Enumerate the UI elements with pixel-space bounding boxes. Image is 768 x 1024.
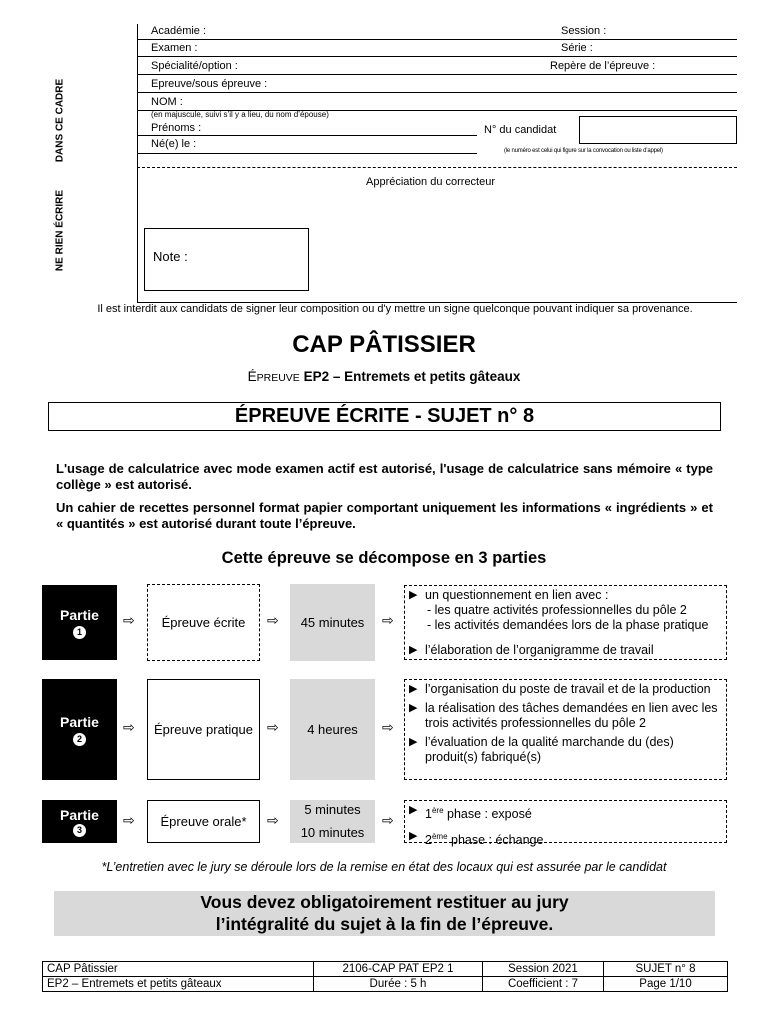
rule xyxy=(137,153,477,154)
arrow-icon: ⇨ xyxy=(267,812,279,828)
part-2-details xyxy=(404,679,727,780)
arrow-icon: ⇨ xyxy=(123,812,135,828)
detail-item xyxy=(409,701,722,731)
appreciation-label: Appréciation du correcteur xyxy=(366,176,496,188)
part-2-duration: 4 heures xyxy=(307,722,358,737)
part-1-number: 1 xyxy=(73,626,86,639)
part-2-name-box xyxy=(147,679,260,780)
detail-item xyxy=(409,588,722,603)
detail-text: 2ème phase : échange xyxy=(425,832,544,848)
detail-text: l’organisation du poste de travail et de la production xyxy=(425,682,711,696)
academie-label: Académie : xyxy=(151,25,207,37)
serie-label: Série : xyxy=(561,42,593,54)
detail-sub-item: - les quatre activités professionnelles du pôle 2 xyxy=(427,603,687,617)
part-1-duration-box xyxy=(290,584,375,661)
footer-cell: 2106-CAP PAT EP2 1 xyxy=(314,962,483,977)
part-3-name-box xyxy=(147,800,260,843)
part-1-badge xyxy=(42,585,117,660)
detail-item xyxy=(409,682,722,697)
part-1-details xyxy=(404,585,727,660)
footer-row xyxy=(43,977,728,992)
part-3-duration-2: 10 minutes xyxy=(300,825,365,840)
footer-cell: CAP Pâtissier xyxy=(43,962,314,977)
repere-label: Repère de l’épreuve : xyxy=(550,60,656,72)
subtitle-prefix-first: É xyxy=(247,369,257,384)
note-label: Note : xyxy=(153,249,188,264)
exam-title-box xyxy=(48,402,721,431)
detail-text: l’évaluation de la qualité marchande du (des) produit(s) fabriqué(s) xyxy=(425,735,674,764)
footer-table xyxy=(42,961,728,992)
detail-item xyxy=(409,803,722,822)
examen-label: Examen : xyxy=(151,42,198,54)
footer-cell: Durée : 5 h xyxy=(314,977,483,992)
restitution-banner xyxy=(54,891,715,936)
footer-cell: Session 2021 xyxy=(483,962,604,977)
part-3-details xyxy=(404,800,727,848)
part-1-name-box xyxy=(147,584,260,661)
vertical-label-bottom: NE RIEN ÉCRIRE xyxy=(54,189,66,272)
rule xyxy=(137,56,737,57)
bullet-icon: ▶ xyxy=(409,683,418,695)
rule xyxy=(137,74,737,75)
restitution-line-2: l’intégralité du sujet à la fin de l’épreuve. xyxy=(215,914,554,934)
arrow-icon: ⇨ xyxy=(382,719,394,735)
part-3-badge xyxy=(42,800,117,843)
subtitle-prefix-rest: PREUVE xyxy=(256,372,300,384)
nom-label: NOM : xyxy=(151,96,183,108)
detail-text: l’élaboration de l’organigramme de travail xyxy=(425,643,654,657)
frame-left-border xyxy=(137,24,138,302)
detail-item xyxy=(409,735,722,765)
bullet-icon: ▶ xyxy=(409,589,418,601)
bullet-icon: ▶ xyxy=(409,804,418,816)
ne-le-label: Né(e) le : xyxy=(151,138,197,150)
vertical-label-top: DANS CE CADRE xyxy=(54,78,66,163)
dashed-separator xyxy=(137,167,737,168)
rule-recipe-book: Un cahier de recettes personnel format papier comportant uniquement les informations « ingrédients » et « quantités » est autorisé durant toute l’épreuve. xyxy=(56,500,713,531)
footer-cell: Coefficient : 7 xyxy=(483,977,604,992)
footer-cell: Page 1/10 xyxy=(604,977,728,992)
bullet-icon: ▶ xyxy=(409,644,418,656)
part-2-duration-box xyxy=(290,679,375,780)
footnote: *L’entretien avec le jury se déroule lors de la remise en état des locaux qui est assurée par le candidat xyxy=(101,860,667,874)
parts-heading: Cette épreuve se décompose en 3 parties xyxy=(221,549,547,567)
exam-title: ÉPREUVE ÉCRITE - SUJET n° 8 xyxy=(234,405,535,427)
part-3-number: 3 xyxy=(73,824,86,837)
candidate-number-note: (le numéro est celui qui figure sur la convocation ou liste d’appel) xyxy=(504,148,663,154)
detail-sub-item: - les activités demandées lors de la phase pratique xyxy=(427,618,709,632)
detail-item xyxy=(409,829,722,848)
bullet-icon: ▶ xyxy=(409,702,418,714)
bullet-icon: ▶ xyxy=(409,736,418,748)
restitution-line-1: Vous devez obligatoirement restituer au jury xyxy=(200,892,569,912)
candidate-number-box[interactable] xyxy=(579,116,737,144)
arrow-icon: ⇨ xyxy=(382,612,394,628)
part-2-name: Épreuve pratique xyxy=(153,722,253,737)
bullet-icon: ▶ xyxy=(409,830,418,843)
candidate-number-label: N° du candidat xyxy=(484,124,557,136)
part-2-number: 2 xyxy=(73,733,86,746)
page-title: CAP PÂTISSIER xyxy=(292,331,476,358)
part-1-label: Partie xyxy=(60,606,99,623)
arrow-icon: ⇨ xyxy=(267,719,279,735)
session-label: Session : xyxy=(561,25,607,37)
detail-text: la réalisation des tâches demandées en lien avec les trois activités professionnelles du pôle 2 xyxy=(425,701,718,730)
detail-text: 1ère phase : exposé xyxy=(425,806,532,822)
part-2-badge xyxy=(42,679,117,780)
arrow-icon: ⇨ xyxy=(382,812,394,828)
note-box[interactable] xyxy=(144,228,309,291)
arrow-icon: ⇨ xyxy=(123,612,135,628)
prenoms-label: Prénoms : xyxy=(151,122,202,134)
subtitle-bold: EP2 – Entremets et petits gâteaux xyxy=(303,369,521,384)
arrow-icon: ⇨ xyxy=(267,612,279,628)
part-1-duration: 45 minutes xyxy=(300,615,365,630)
rule-calculator: L'usage de calculatrice avec mode examen actif est autorisé, l'usage de calculatrice sans mémoire « type collège » est autorisé. xyxy=(56,461,713,492)
part-3-duration-1: 5 minutes xyxy=(304,802,361,817)
detail-item xyxy=(409,643,722,658)
epreuve-sous-label: Epreuve/sous épreuve : xyxy=(151,78,268,90)
part-3-label: Partie xyxy=(60,806,99,823)
page-subtitle xyxy=(0,369,768,384)
part-3-name: Épreuve orale* xyxy=(160,814,247,829)
detail-text: un questionnement en lien avec : xyxy=(425,588,609,602)
footer-cell: SUJET n° 8 xyxy=(604,962,728,977)
specialite-label: Spécialité/option : xyxy=(151,60,238,72)
part-3-duration-box xyxy=(290,800,375,843)
rule xyxy=(137,39,737,40)
footer-row xyxy=(43,962,728,977)
anonymity-warning: Il est interdit aux candidats de signer leur composition ou d'y mettre un signe quelconque pouvant indiquer sa provenance. xyxy=(97,303,693,315)
rule xyxy=(137,135,477,136)
part-2-label: Partie xyxy=(60,713,99,730)
part-1-name: Épreuve écrite xyxy=(161,615,246,630)
rule xyxy=(137,92,737,93)
arrow-icon: ⇨ xyxy=(123,719,135,735)
footer-cell: EP2 – Entremets et petits gâteaux xyxy=(43,977,314,992)
nom-note: (en majuscule, suivi s’il y a lieu, du nom d’épouse) xyxy=(151,110,329,119)
